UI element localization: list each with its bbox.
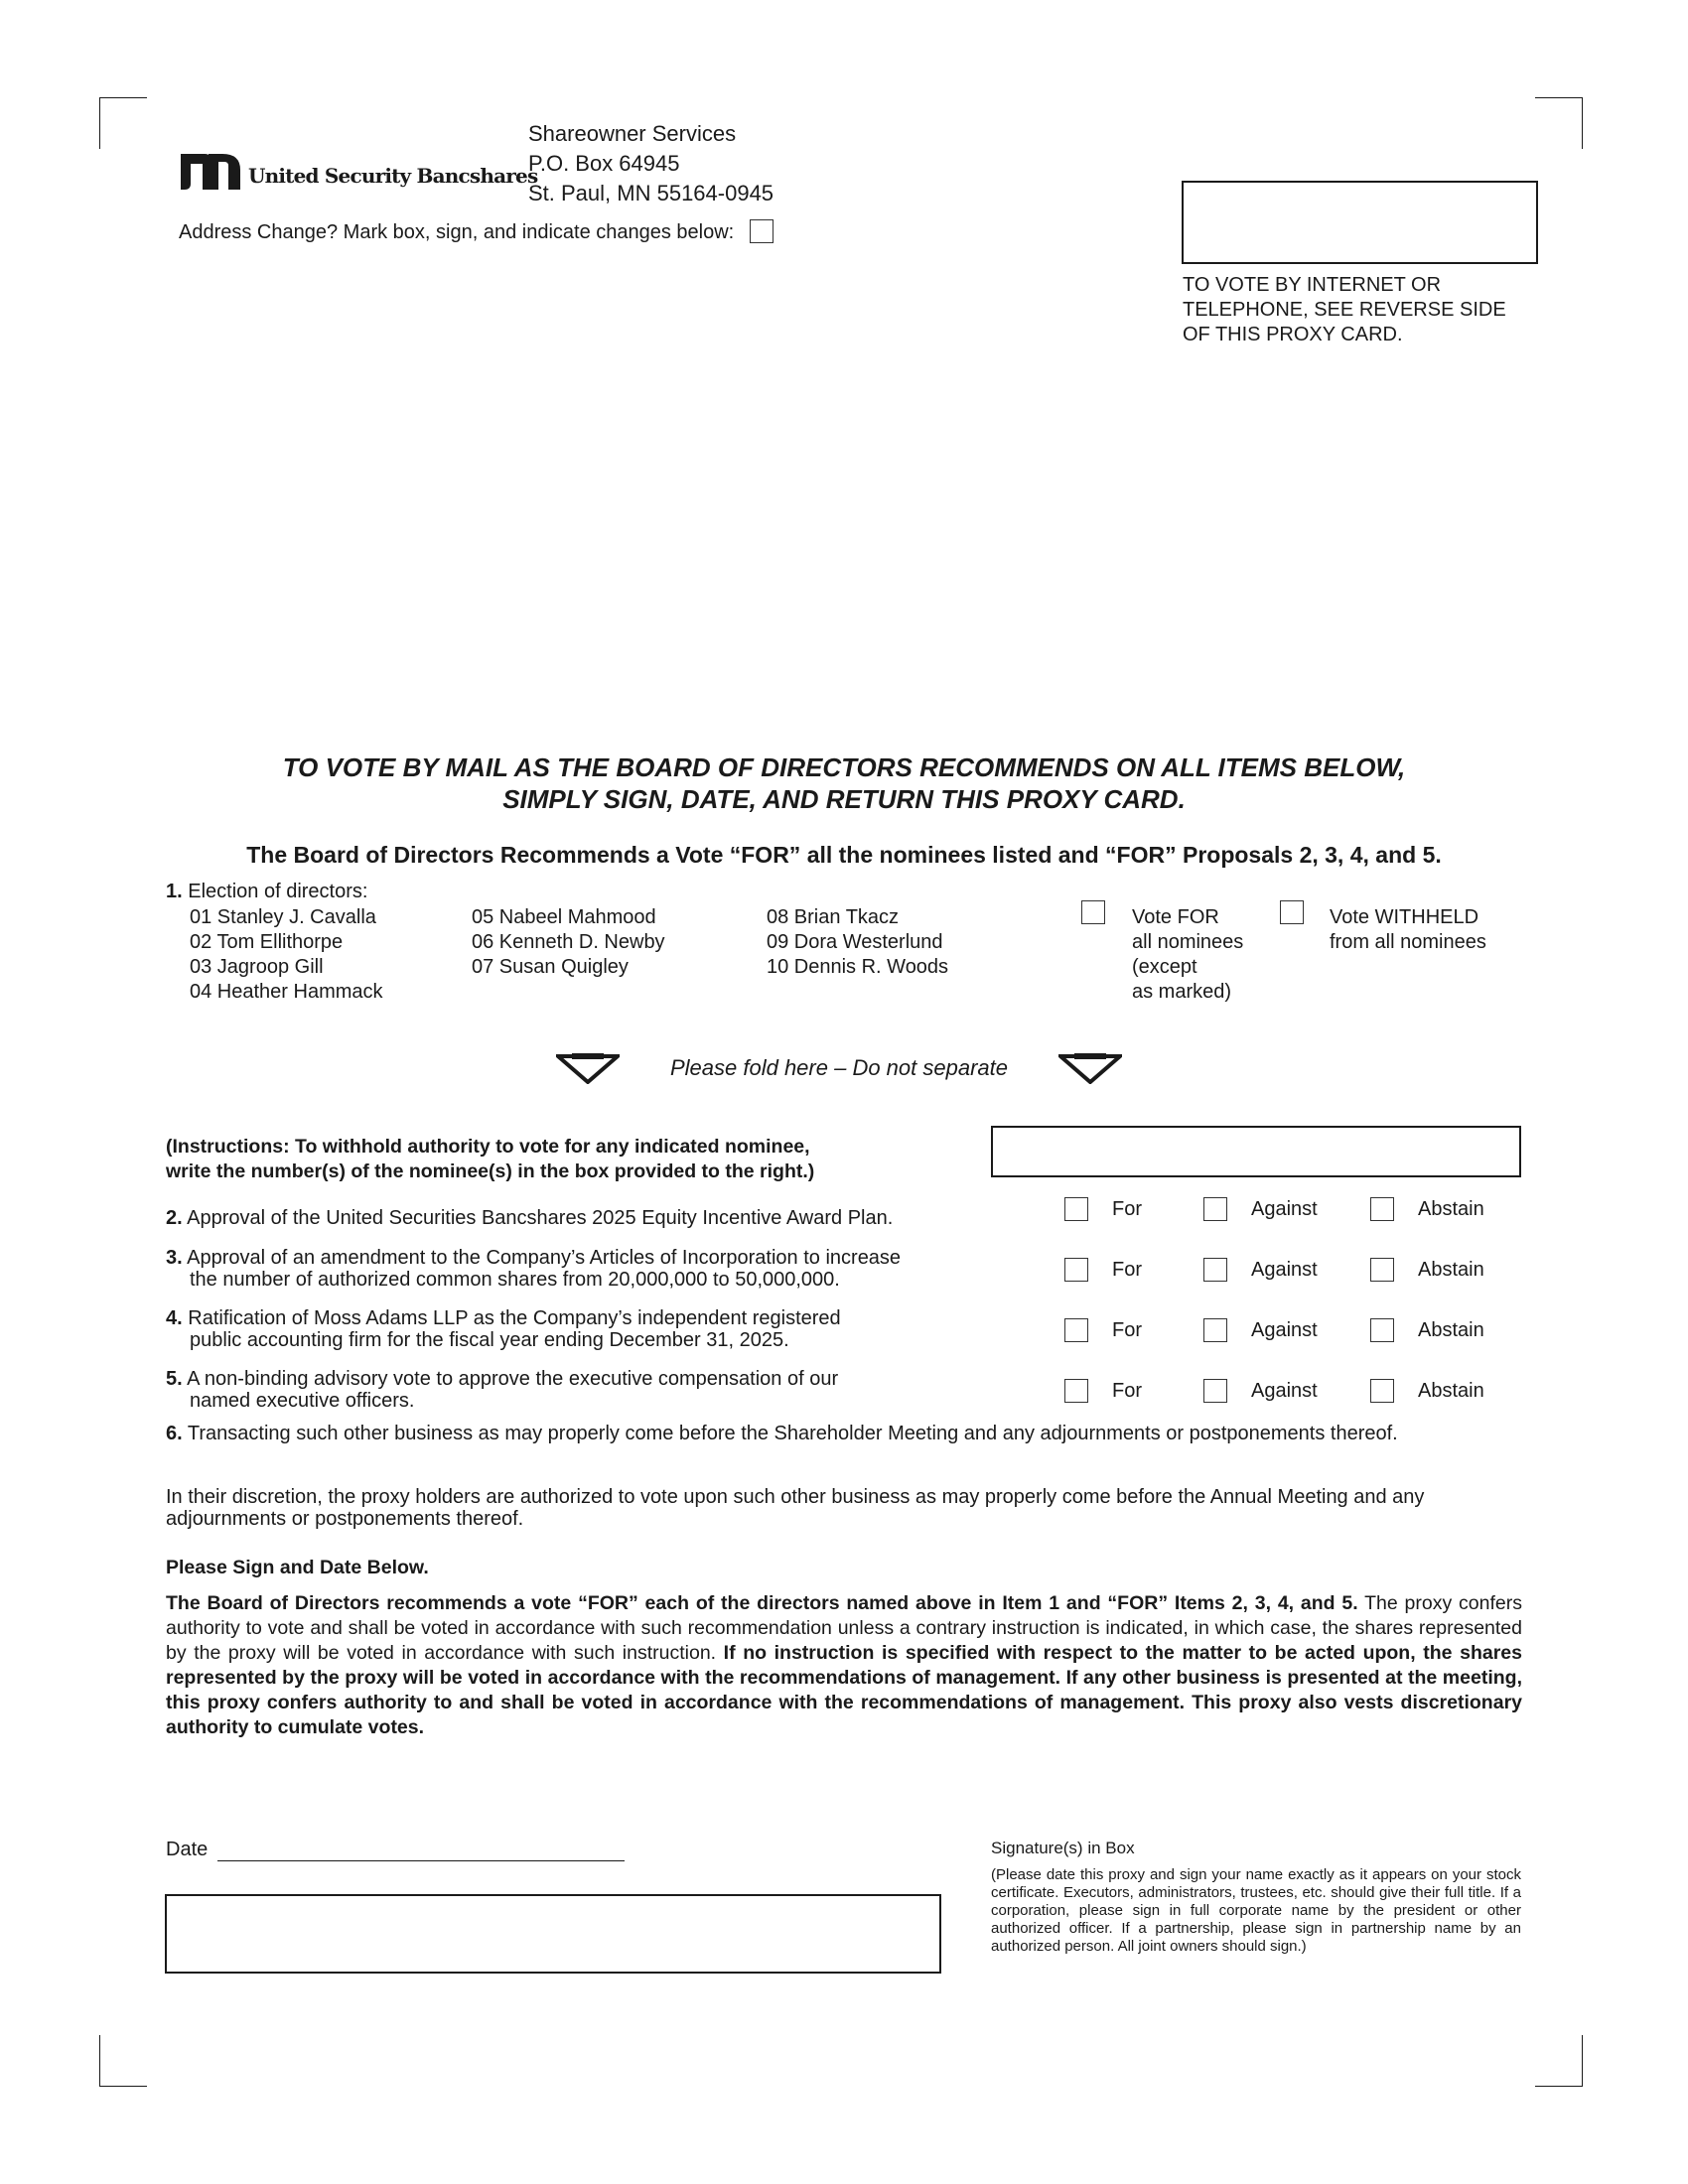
option-label: Against [1251,1318,1318,1341]
nominee: 05 Nabeel Mahmood [472,906,656,928]
vote-for-all-checkbox[interactable] [1081,900,1105,924]
recommendation-tail: If no instruction is specified with respect to the matter to be acted upon, the shares represented by the proxy will be voted in accordance with the recommendations of management. If any other business is presented at the meeting, this proxy confers authority to and shall be voted in accordance with the recommendations of management. This proxy also vests discretionary authority to cumulate votes. [166,1642,1522,1738]
nominee: 07 Susan Quigley [472,956,629,978]
nominee-column-1 [190,905,383,1005]
account-info-box [1182,181,1538,264]
option-label: Abstain [1418,1197,1484,1220]
item-number: 4. [166,1307,183,1329]
option-label: For [1112,1318,1142,1341]
election-title [166,881,367,903]
date-label: Date [166,1839,209,1860]
internet-note-line: TO VOTE BY INTERNET OR [1183,274,1442,296]
vote-withheld-line: Vote WITHHELD [1330,906,1479,928]
vote-for-line: all nominees [1132,931,1244,953]
recommendation-lead: The Board of Directors recommends a vote “FOR” each of the directors named above in Item 1 and “FOR” Items 2, 3, 4, and 5. [166,1592,1358,1614]
p2-for-checkbox[interactable] [1064,1197,1088,1221]
internet-note-line: OF THIS PROXY CARD. [1183,324,1403,345]
proposal-text: Approval of the United Securities Bancshares 2025 Equity Incentive Award Plan. [187,1207,894,1229]
address-change-checkbox[interactable] [750,219,774,243]
item-number: 6. [166,1423,183,1444]
vote-withheld-line: from all nominees [1330,931,1486,953]
option-label: Against [1251,1197,1318,1220]
option-label: Against [1251,1379,1318,1402]
p2-against-checkbox[interactable] [1203,1197,1227,1221]
crop-mark-bottom-left [99,2035,147,2087]
p3-against-checkbox[interactable] [1203,1258,1227,1282]
item-number: 3. [166,1247,183,1269]
address-change-label: Address Change? Mark box, sign, and indicate changes below: [179,221,735,243]
vote-for-line: as marked) [1132,981,1232,1003]
p4-against-checkbox[interactable] [1203,1318,1227,1342]
withhold-nominee-input-box[interactable] [991,1126,1521,1177]
mail-heading-line: SIMPLY SIGN, DATE, AND RETURN THIS PROXY CARD. [502,784,1186,814]
p4-abstain-checkbox[interactable] [1370,1318,1394,1342]
vote-for-line: Vote FOR [1132,906,1219,928]
option-label: For [1112,1258,1142,1281]
election-title-text: Election of directors: [188,881,368,902]
recommendation-paragraph [166,1591,1522,1740]
crop-mark-top-right [1535,97,1583,149]
item-number: 5. [166,1368,183,1390]
proposal-text: the number of authorized common shares from 20,000,000 to 50,000,000. [190,1269,840,1291]
sign-heading: Please Sign and Date Below. [166,1557,429,1578]
p4-against-option[interactable] [1203,1318,1318,1342]
vote-withheld-checkbox[interactable] [1280,900,1304,924]
p5-against-option[interactable] [1203,1379,1318,1403]
proposal-text: Approval of an amendment to the Company’s Articles of Incorporation to increase [187,1247,902,1269]
internet-note-line: TELEPHONE, SEE REVERSE SIDE [1183,299,1506,321]
p4-for-option[interactable] [1064,1318,1142,1342]
company-name: United Security Bancshares [248,164,538,188]
proposal-text: Ratification of Moss Adams LLP as the Company’s independent registered [188,1307,841,1329]
item-number: 2. [166,1207,183,1229]
nominee-column-2 [472,905,665,980]
proposal-2 [166,1207,1020,1229]
p3-for-option[interactable] [1064,1258,1142,1282]
instruction-line: write the number(s) of the nominee(s) in the box provided to the right.) [166,1160,815,1182]
nominee: 03 Jagroop Gill [190,956,324,978]
company-logo-mark [179,150,242,194]
instruction-line: (Instructions: To withhold authority to vote for any indicated nominee, [166,1136,810,1158]
company-logo [179,149,537,195]
discretion-text: In their discretion, the proxy holders are authorized to vote upon such other business as may properly come before the Annual Meeting and any adjournments or postponements thereof. [166,1486,1425,1530]
nominee: 06 Kenneth D. Newby [472,931,665,953]
p3-for-checkbox[interactable] [1064,1258,1088,1282]
p4-for-checkbox[interactable] [1064,1318,1088,1342]
nominee: 04 Heather Hammack [190,981,383,1003]
nominee: 01 Stanley J. Cavalla [190,906,376,928]
p5-abstain-checkbox[interactable] [1370,1379,1394,1403]
date-input-line[interactable] [217,1843,625,1861]
address-line: St. Paul, MN 55164-0945 [528,181,774,205]
vote-for-line: (except [1132,956,1197,978]
withhold-instructions [166,1135,814,1184]
proposal-4 [166,1307,1020,1351]
p4-abstain-option[interactable] [1370,1318,1484,1342]
address-change-row [179,221,774,244]
proposal-3 [166,1247,1020,1291]
proposal-text: Transacting such other business as may properly come before the Shareholder Meeting and any adjournments or postponements thereof. [187,1423,1398,1444]
nominee: 08 Brian Tkacz [767,906,900,928]
mailing-address [528,119,774,208]
fold-arrow-icon [556,1052,620,1084]
nominee-column-3 [767,905,948,980]
address-line: Shareowner Services [528,121,737,146]
option-label: For [1112,1379,1142,1402]
option-label: Against [1251,1258,1318,1281]
proposal-text: public accounting firm for the fiscal year ending December 31, 2025. [190,1329,789,1351]
crop-mark-bottom-right [1535,2035,1583,2087]
board-recommendation-heading: The Board of Directors Recommends a Vote “FOR” all the nominees listed and “FOR” Proposals 2, 3, 4, and 5. [246,842,1442,868]
item-number: 1. [166,881,183,902]
nominee: 02 Tom Ellithorpe [190,931,344,953]
proposal-6 [166,1423,1536,1444]
signature-instructions: (Please date this proxy and sign your name exactly as it appears on your stock certificate. Executors, administrators, trustees, etc. should give their full title. If a corporation, please sign in full corporate name by the president or other authorized officer. If a partnership, please sign in partnership name by an authorized person. All joint owners should sign.) [991,1866,1521,1955]
recommendation-body: The proxy confers authority to vote and shall be voted in accordance with such recommendation unless a contrary instruction is indicated, in which case, the shares represented by the proxy will be voted in accordance with such instruction. [166,1592,1522,1664]
mail-vote-heading [139,751,1549,815]
p5-against-checkbox[interactable] [1203,1379,1227,1403]
proposal-text: named executive officers. [190,1390,415,1412]
nominee: 10 Dennis R. Woods [767,956,949,978]
p3-against-option[interactable] [1203,1258,1318,1282]
internet-vote-note [1183,273,1560,347]
signature-label: Signature(s) in Box [991,1839,1135,1857]
p2-against-option[interactable] [1203,1197,1318,1221]
p5-abstain-option[interactable] [1370,1379,1484,1403]
p5-for-option[interactable] [1064,1379,1142,1403]
p2-abstain-checkbox[interactable] [1370,1197,1394,1221]
signature-box[interactable] [165,1894,941,1974]
option-label: Abstain [1418,1318,1484,1341]
proposal-text: A non-binding advisory vote to approve the executive compensation of our [187,1368,839,1390]
fold-text: Please fold here – Do not separate [669,1055,1008,1080]
p3-abstain-option[interactable] [1370,1258,1484,1282]
option-label: Abstain [1418,1258,1484,1281]
crop-mark-top-left [99,97,147,149]
p2-for-option[interactable] [1064,1197,1142,1221]
fold-arrow-icon [1058,1052,1122,1084]
nominee: 09 Dora Westerlund [767,931,943,953]
fold-instruction [556,1052,1122,1084]
vote-for-all-label [1132,905,1243,1005]
proposal-5 [166,1368,1020,1412]
vote-withheld-label [1330,905,1486,955]
p2-abstain-option[interactable] [1370,1197,1484,1221]
option-label: Abstain [1418,1379,1484,1402]
p5-for-checkbox[interactable] [1064,1379,1088,1403]
address-line: P.O. Box 64945 [528,151,680,176]
mail-heading-line: TO VOTE BY MAIL AS THE BOARD OF DIRECTORS RECOMMENDS ON ALL ITEMS BELOW, [282,752,1406,782]
date-field [166,1839,625,1861]
option-label: For [1112,1197,1142,1220]
p3-abstain-checkbox[interactable] [1370,1258,1394,1282]
